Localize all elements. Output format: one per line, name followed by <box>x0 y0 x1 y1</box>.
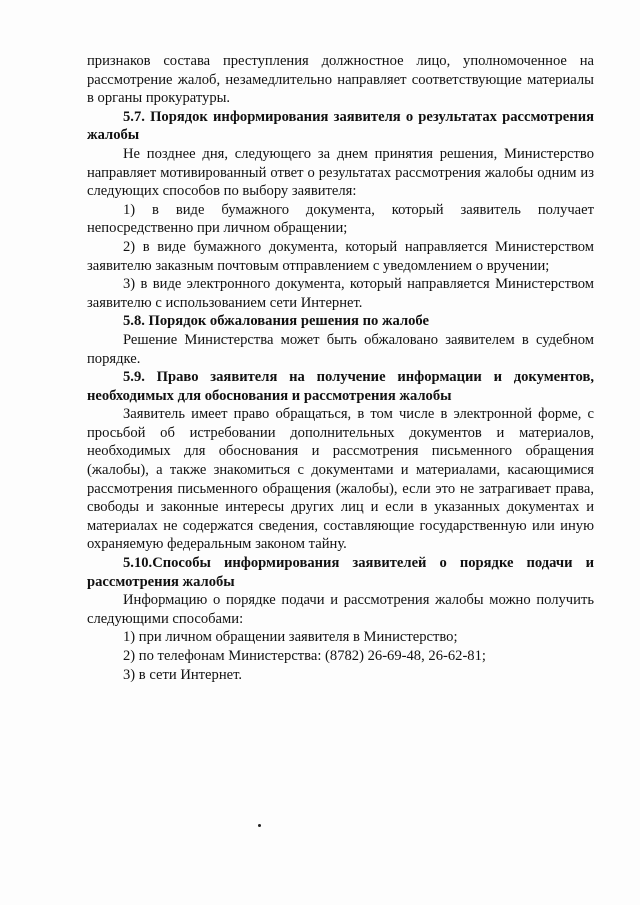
section-5-7-paragraph: Не позднее дня, следующего за днем принятия решения, Министерство направляет мотивированный ответ о результатах рассмотрения жалобы одним из следующих способов по выбору заявителя: <box>87 145 594 200</box>
section-5-7-list-item-1: 1) в виде бумажного документа, который заявитель получает непосредственно при личном обращении; <box>87 201 594 237</box>
section-5-10-paragraph: Информацию о порядке подачи и рассмотрения жалобы можно получить следующими способами: <box>87 592 594 627</box>
section-5-10-list-item-3: 3) в сети Интернет. <box>123 666 243 683</box>
document-body <box>87 52 594 684</box>
scan-speck <box>258 824 261 827</box>
section-5-10-heading: 5.10.Способы информирования заявителей о порядке подачи и рассмотрения жалобы <box>87 555 594 590</box>
intro-paragraph: признаков состава преступления должностное лицо, уполномоченное на рассмотрение жалоб, незамедлительно направляет соответствующие материалы в органы прокуратуры. <box>87 53 594 107</box>
section-5-7-list-item-2: 2) в виде бумажного документа, который направляется Министерством заявителю заказным почтовым отправлением с уведомлением о вручении; <box>87 238 594 274</box>
section-5-7-list-item-3: 3) в виде электронного документа, который направляется Министерством заявителю с использованием сети Интернет. <box>87 276 594 311</box>
section-5-10-list-item-2: 2) по телефонам Министерства: (8782) 26-69-48, 26-62-81; <box>123 648 486 664</box>
section-5-9-heading: 5.9. Право заявителя на получение информации и документов, необходимых для обоснования и рассмотрения жалобы <box>87 369 594 404</box>
section-5-8-paragraph: Решение Министерства может быть обжаловано заявителем в судебном порядке. <box>87 331 594 367</box>
section-5-10-list-item-1: 1) при личном обращении заявителя в Министерство; <box>123 629 458 646</box>
section-5-7-heading: 5.7. Порядок информирования заявителя о результатах рассмотрения жалобы <box>87 108 594 144</box>
section-5-8-heading: 5.8. Порядок обжалования решения по жалобе <box>123 313 430 330</box>
section-5-9-paragraph: Заявитель имеет право обращаться, в том числе в электронной форме, с просьбой об истребовании дополнительных документов и материалов, необходимых для обоснования и рассмотрения письменного обращения (жалобы), а также знакомиться с документами и материалами, касающимися рассмотрения письменного обращения (жалобы), если это не затрагивает права, свободы и законные интересы других лиц и если в указанных документах и материалах не содержатся сведения, составляющие государственную или иную охраняемую федеральным законом тайну. <box>87 406 594 553</box>
